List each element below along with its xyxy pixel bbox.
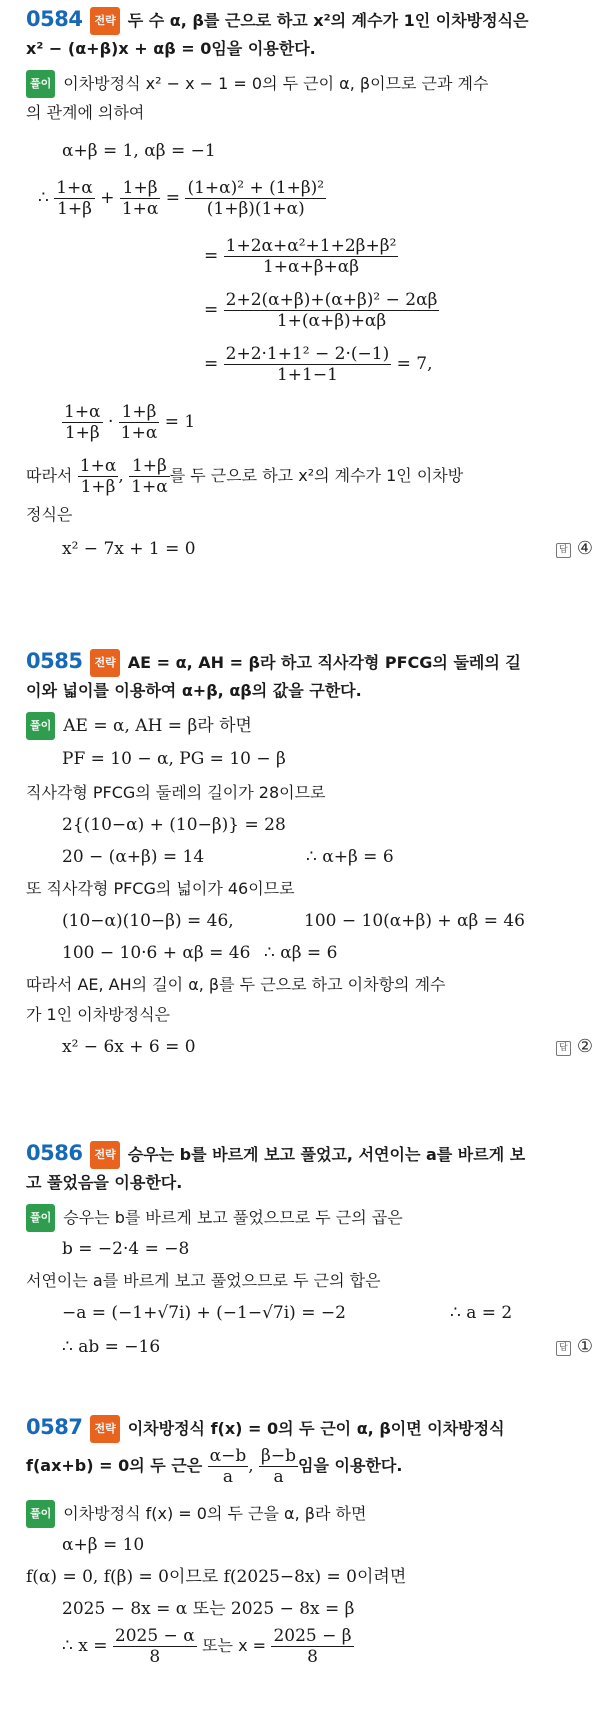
fraction: $\frac{2025 - \beta}{8}$ bbox=[273, 1626, 352, 1667]
fraction: $\frac{2025 - \alpha}{8}$ bbox=[114, 1626, 195, 1667]
solution-text: 이차방정식 x² − x − 1 = 0의 두 근이 α, β이므로 근과 계수 bbox=[63, 74, 489, 93]
fraction: $\frac{\beta-b}{a}$ bbox=[261, 1446, 297, 1487]
fraction: $\frac{1+\alpha}{1+\beta}$ bbox=[56, 178, 93, 219]
fraction: $\frac{1+\beta}{1+\alpha}$ bbox=[121, 178, 159, 219]
solution-badge: 풀이 bbox=[26, 1500, 55, 1528]
answer: 답 ① bbox=[556, 1334, 593, 1360]
strategy-text: 두 수 α, β를 근으로 하고 x²의 계수가 1인 이차방정식은 bbox=[127, 11, 529, 30]
solution-badge: 풀이 bbox=[26, 1204, 55, 1232]
problem-number: 0587 bbox=[26, 1415, 83, 1439]
solution-text: 의 관계에 의하여 bbox=[26, 103, 145, 122]
strategy-badge: 전략 bbox=[90, 649, 119, 677]
answer-icon: 답 bbox=[556, 1041, 571, 1056]
problem-0585: 0585 전략 AE = α, AH = β라 하고 직사각형 PFCG의 둘레의 길 이와 넓이를 이용하여 α+β, αβ의 값을 구한다. 풀이 AE = α, AH = β라 하면 PF = 10 − α, PG = 10 − β 직사각형 PFCG의 둘레의 길이가 28이므로 2{(10−α) + (10−β)} = 28 20 − (α+β) = 14 ∴ α+β = 6 또 직사각형 PFCG의 넓이가 46이므로 (10−α)(10−β) = 46, 100 − 10(α+β) + αβ = 46 100 − 10·6 + αβ = 46 ∴ αβ = 6 따라서 AE, AH의 길이 α, β를 두 근으로 하고 이차항의 계수 가 1인 이차방정식은 x² − 6x + 6 = 0 답 ② bbox=[26, 648, 593, 1028]
problem-number: 0585 bbox=[26, 649, 83, 673]
fraction: $\frac{1+\beta}{1+\alpha}$ bbox=[131, 456, 168, 497]
problem-number: 0584 bbox=[26, 7, 83, 31]
strategy-badge: 전략 bbox=[90, 1141, 119, 1169]
fraction: $\frac{1+\alpha}{1+\beta}$ bbox=[79, 456, 117, 497]
equation: α+β = 1, αβ = −1 bbox=[62, 141, 216, 161]
strategy-badge: 전략 bbox=[90, 7, 119, 35]
problem-number: 0586 bbox=[26, 1141, 83, 1165]
problem-0587: 0587 전략 이차방정식 f(x) = 0의 두 근이 α, β이면 이차방정식 f(ax+b) = 0의 두 근은 $\frac{\alpha-b}{a}$ , $\frac{\beta-b}{a}$ 임을 이용한다. 풀이 이차방정식 f(x) = 0의 두 근을 α, β라 하면 α+β = 10 f(α) = 0, f(β) = 0이므로 f(2025−8x) = 0이려면 2025 − 8x = α 또는 2025 − 8x = β ∴ x = $\frac{2025 - \alpha}{8}$ 또는 x = $\frac{2025 - \beta}{8}$ bbox=[26, 1415, 505, 1667]
therefore-symbol: ∴ bbox=[38, 188, 49, 208]
fraction: $\frac{1+\alpha}{1+\beta}$ bbox=[64, 402, 101, 443]
fraction: $\frac{\alpha-b}{a}$ bbox=[209, 1446, 247, 1487]
final-equation: x² − 6x + 6 = 0 bbox=[62, 1037, 196, 1057]
final-equation: x² − 7x + 1 = 0 bbox=[62, 539, 196, 559]
strategy-badge: 전략 bbox=[90, 1415, 119, 1443]
fraction: $\frac{\text{1+2α+α²+1+2β+β²}}{1+\alpha+\beta+\alpha\beta}$ bbox=[225, 236, 397, 277]
answer: 답 ② bbox=[556, 1034, 593, 1060]
fraction: $\frac{\text{2+2(α+β)+(α+β)² − 2αβ}}{1+(\alpha+\beta)+\alpha\beta}$ bbox=[225, 290, 438, 331]
strategy-text: x² − (α+β)x + αβ = 0임을 이용한다. bbox=[26, 39, 316, 58]
answer-icon: 답 bbox=[556, 1341, 571, 1356]
fraction: $\frac{\text{2+2·1+1² − 2·(−1)}}{1+1-1}$ bbox=[225, 344, 390, 385]
fraction: $\frac{\text{(1+α)² + (1+β)²}}{(1+\beta)(1+\alpha)}$ bbox=[187, 178, 325, 219]
problem-0584: 0584 전략 두 수 α, β를 근으로 하고 x²의 계수가 1인 이차방정식은 x² − (α+β)x + αβ = 0임을 이용한다. 풀이 이차방정식 x² − x − 1 = 0의 두 근이 α, β이므로 근과 계수 의 관계에 의하여 α+β = 1, αβ = −1 ∴ $\frac{1+\alpha}{1+\beta}$ + $\frac{1+\beta}{1+\alpha}$ = $\frac{\text{(1+α)² + (1+β)²}}{(1+\beta)(1+\alpha)}$ = $\frac{\text{1+2α+α²+1+2β+β²}}{1+\alpha+\beta+\alpha\beta}$ = $\frac{\text{2+2(α+β)+(α+β)² − 2αβ}}{1+(\alpha+\beta)+\alpha\beta}$ = $\frac{\text{2+2·1+1² − 2·(−1)}}{1+1-1}$ = 7, $\frac{1+\alpha}{1+\beta}$ · $\frac{1+\beta}{1+\alpha}$ = 1 따라서 $\frac{1+\alpha}{1+\beta}$ , $\frac{1+\beta}{1+\alpha}$ 를 두 근으로 하고 x²의 계수가 1인 이차방 정식은 x² − 7x + 1 = 0 답 ④ bbox=[26, 6, 593, 546]
solution-badge: 풀이 bbox=[26, 712, 55, 740]
answer-icon: 답 bbox=[556, 543, 571, 558]
answer: 답 ④ bbox=[556, 536, 593, 562]
fraction: $\frac{1+\beta}{1+\alpha}$ bbox=[120, 402, 158, 443]
solution-badge: 풀이 bbox=[26, 70, 55, 98]
problem-0586: 0586 전략 승우는 b를 바르게 보고 풀었고, 서연이는 a를 바르게 보 고 풀었음을 이용한다. 풀이 승우는 b를 바르게 보고 풀었으므로 두 근의 곱은 b = −2·4 = −8 서연이는 a를 바르게 보고 풀었으므로 두 근의 합은 −a = (−1+√7i) + (−1−√7i) = −2 ∴ a = 2 ∴ ab = −16 답 ① bbox=[26, 1140, 593, 1380]
